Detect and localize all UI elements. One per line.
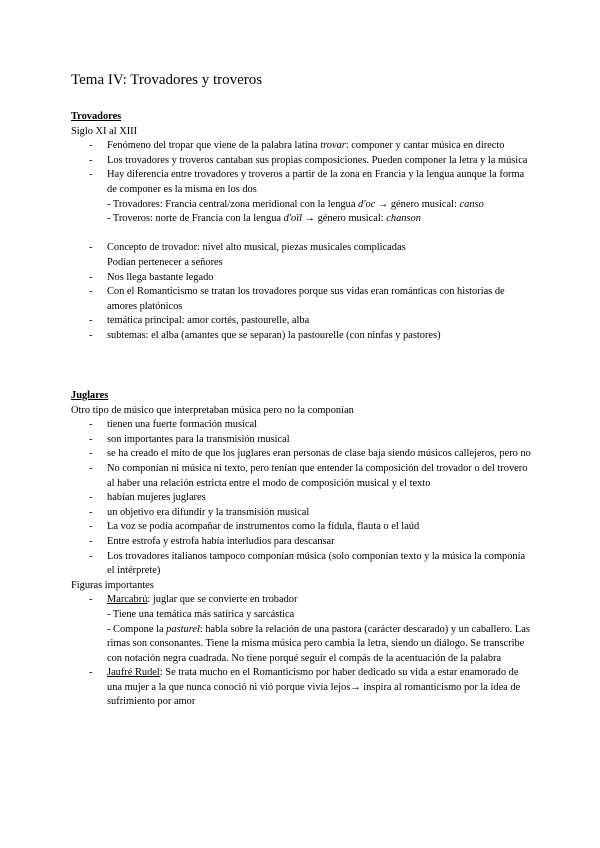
sub-line: - Trovadores: Francia central/zona meridional con la lengua d'oc → género musical: canso — [107, 198, 484, 210]
figure-name: Jaufré Rudel — [107, 667, 160, 679]
list-item: - un objetivo era difundir y la transmisión musical — [71, 506, 531, 521]
list-item: - Concepto de trovador: nivel alto musical, piezas musicales complicadas Podían pertenecer a señores — [71, 241, 531, 270]
bullet-list — [71, 593, 531, 710]
list-item: - se ha creado el mito de que los juglares eran personas de clase baja siendo músicos callejeros, pero no — [71, 447, 531, 462]
section-juglares — [71, 389, 531, 710]
list-item: - Nos llega bastante legado — [71, 271, 531, 286]
figuras-label: Figuras importantes — [71, 579, 154, 591]
list-item: - temática principal: amor cortés, pastourelle, alba — [71, 314, 531, 329]
list-item: - Los trovadores italianos tampoco componían música (solo componían texto y la música la componía el intérprete) — [71, 550, 531, 579]
list-item: - subtemas: el alba (amantes que se separan) la pastourelle (con ninfas y pastores) — [71, 329, 531, 344]
section-heading: Juglares — [71, 390, 109, 401]
list-item: - Los trovadores y troveros cantaban sus propias composiciones. Pueden componer la letra y la música — [71, 154, 531, 169]
list-item: - Entre estrofa y estrofa había interludios para descansar — [71, 535, 531, 550]
section-trovadores — [71, 110, 531, 344]
sub-line: - Troveros: norte de Francia con la lengua d'oïl → género musical: chanson — [107, 213, 421, 225]
page-title: Tema IV: Trovadores y troveros — [71, 72, 263, 88]
bullet-list — [71, 418, 531, 579]
list-item: - habían mujeres juglares — [71, 491, 531, 506]
list-item: - La voz se podía acompañar de instrumentos como la fídula, flauta o el laúd — [71, 520, 531, 535]
bullet-list — [71, 241, 531, 343]
list-item: - son importantes para la transmisión musical — [71, 433, 531, 448]
sub-line: - Tiene una temática más satírica y sarcástica — [107, 608, 295, 620]
list-item: - Jaufré Rudel: Se trata mucho en el Romanticismo por haber dedicado su vida a estar enamorado de una mujer a la que nunca conoció ni vió porque vivía lejos→ inspira al romanticismo por la idea de sufrimiento por amor — [71, 666, 531, 710]
list-item: - tienen una fuerte formación musical — [71, 418, 531, 433]
list-item: - Fenómeno del tropar que viene de la palabra latina trovar: componer y cantar música en directo — [71, 139, 531, 154]
list-item: - Marcabrú: juglar que se convierte en trobador - Tiene una temática más satírica y sarcástica - Compone la pasturel: habla sobre la relación de una pastora (carácter descarado) y un caballero. Las rimas son consonantes. Tiene la misma música pero cambia la letra, siendo un diálogo. Se transcribe con notación negra cuadrada. No tiene porqué seguir el compás de la acentuación de la palabra — [71, 593, 531, 666]
list-item: - Con el Romanticismo se tratan los trovadores porque sus vidas eran románticas con historias de amores platónicos — [71, 285, 531, 314]
figure-name: Marcabrú — [107, 594, 148, 606]
bullet-list — [71, 139, 531, 227]
sub-line: - Compone la pasturel: habla sobre la relación de una pastora (carácter descarado) y un caballero. Las rimas son consonantes. Tiene la misma música pero cambia la letra, siendo un diálogo. Se transcribe con notación negra cuadrada. No tiene porqué seguir el compás de la acentuación de la palabra — [107, 623, 530, 664]
list-item: - No componían ni música ni texto, pero tenían que entender la composición del trovador o del trovero al haber una relación estricta entre el modo de composición musical y el texto — [71, 462, 531, 491]
section-heading: Trovadores — [71, 111, 122, 122]
section-intro: Otro tipo de músico que interpretaban música pero no la componían — [71, 404, 354, 416]
list-item: - Hay diferencia entre trovadores y troveros a partir de la zona en Francia y la lengua aunque la forma de componer es la misma en los dos - Trovadores: Francia central/zona meridional con la lengua d'oc → género musical: canso - Troveros: norte de Francia con la lengua d'oïl → género musical: chanson — [71, 168, 531, 226]
section-intro: Siglo XI al XIII — [71, 125, 138, 137]
